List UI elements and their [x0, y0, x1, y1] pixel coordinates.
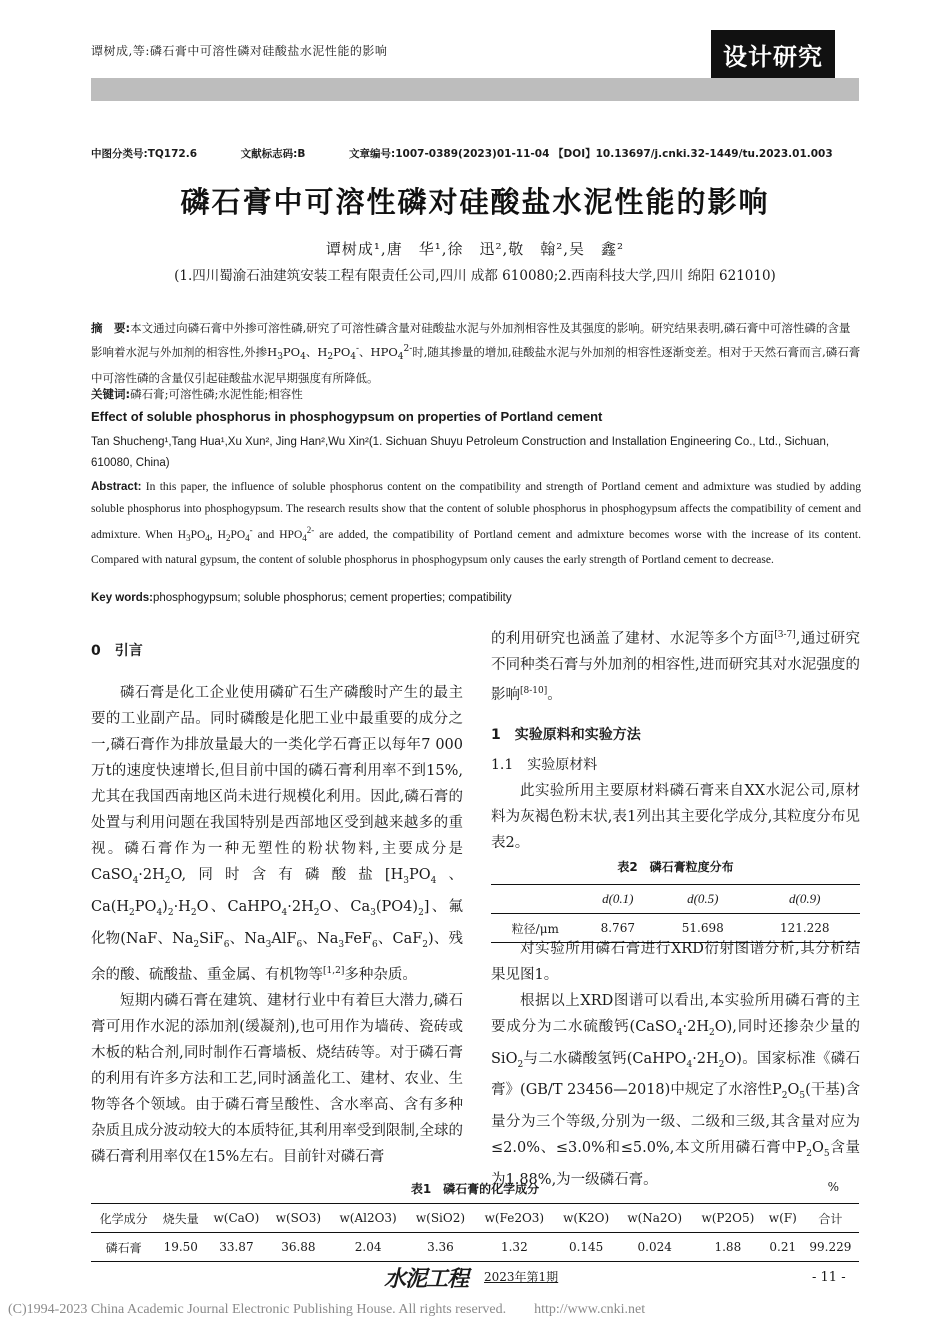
journal-logo: 水泥工程 — [384, 1266, 469, 1292]
english-abstract-label: Abstract: — [91, 481, 142, 493]
table-1 — [91, 1203, 859, 1262]
article-number: 文章编号:1007-0389(2023)01-11-04 【DOI】10.13697/j.cnki.32-1449/tu.2023.01.003 — [349, 148, 833, 160]
table-2-header: d(0.1) — [580, 885, 656, 914]
page-number: - 11 - — [812, 1270, 846, 1285]
table-2-header — [491, 885, 580, 914]
table-1-header: w(CaO) — [205, 1204, 267, 1233]
table-row — [491, 914, 860, 943]
table-1-cell: 0.21 — [769, 1240, 797, 1254]
keywords-cn — [91, 386, 861, 402]
english-title: Effect of soluble phosphorus in phosphogypsum on properties of Portland cement — [91, 409, 603, 424]
abstract-cn-label: 摘 要: — [91, 321, 131, 335]
table-1-header: 合计 — [802, 1204, 859, 1233]
section-1-heading: 1 实验原料和实验方法 — [491, 726, 641, 743]
intro-paragraph-continued: 的利用研究也涵盖了建材、水泥等多个方面[3-7],通过研究不同种类石膏与外加剂的相容性,进而研究其对水泥强度的影响[8-10]。 — [491, 630, 861, 703]
english-abstract: Abstract: In this paper, the influence of soluble phosphorus content on the compatibility and strength of Portland cement and admixture was studied by adding soluble phosphorus into phosphogypsum. The research results show that the content of soluble phosphorus in phosphogypsum affects the compatibility of cement and admixture. When $H_3PO_4$, $H_2PO_4^-$ and $HPO_4^{2-}$ are added, the compatibility of Portland cement and admixture becomes worse with the increase of its content. Compared with natural gypsum, the content of soluble phosphorus in phosphogypsum only causes the early strength of Portland cement to decrease. — [91, 481, 861, 566]
materials-paragraph: 此实验所用主要原材料磷石膏来自XX水泥公司,原材料为灰褐色粉末状,表1列出其主要化学成分,其粒度分布见表2。 — [491, 782, 860, 851]
meta-line — [91, 146, 861, 161]
table-1-header: w(F) — [764, 1204, 802, 1233]
table-2-cell: 121.228 — [779, 921, 830, 935]
table-1-cell: 0.024 — [637, 1240, 672, 1254]
table-1-cell: 99.229 — [809, 1240, 852, 1254]
english-authors: Tan Shucheng¹,Tang Hua¹,Xu Xun², Jing Han²,Wu Xin²(1. Sichuan Shuyu Petroleum Construction and Installation Engineering Co., Ltd., Sichuan, 610080, China) — [91, 436, 830, 469]
table-2-cell: 51.698 — [681, 921, 724, 935]
table-1-cell: 2.04 — [354, 1240, 382, 1254]
table-1-header: w(Na2O) — [617, 1204, 691, 1233]
intro-paragraph-2: 短期内磷石膏在建筑、建材行业中有着巨大潜力,磷石膏可用作水泥的添加剂(缓凝剂),也可用作为墙砖、瓷砖或木板的粘合剂,同时制作石膏墙板、烧结砖等。对于磷石膏的利用有许多方法和工艺,同时涵盖化工、建材、农业、生物等各个领域。由于磷石膏呈酸性、含水率高、含有多种杂质且成分波动较大的本质特征,其利用率受到限制,全球的磷石膏利用率仅在15%左右。目前针对磷石膏 — [91, 992, 463, 1165]
paper-title: 磷石膏中可溶性磷对硅酸盐水泥性能的影响 — [180, 185, 770, 219]
table-2-header: d(0.9) — [750, 885, 860, 914]
abstract-cn-text-2: 时,随其掺量的增加,硅酸盐水泥与外加剂的相容性逐渐变差。相对于天然石膏而言,磷石膏中可溶性磷的含量仅引起硅酸盐水泥早期强度有所降低。 — [91, 344, 861, 386]
section-tag: 设计研究 — [711, 30, 835, 78]
table-1-caption — [91, 1180, 859, 1197]
intro-heading: 0 引言 — [91, 643, 143, 659]
section-1-1-heading: 1.1 实验原材料 — [491, 756, 598, 773]
english-keywords — [91, 592, 861, 604]
table-1-unit: % — [827, 1180, 839, 1194]
affiliations: (1.四川蜀渝石油建筑安装工程有限责任公司,四川 成都 610080;2.西南科技大学,四川 绵阳 621010) — [174, 268, 776, 284]
table-2-cell: 8.767 — [600, 921, 635, 935]
table-1-header: w(Al2O3) — [329, 1204, 407, 1233]
table-1-header: w(Fe2O3) — [474, 1204, 555, 1233]
header-bar — [91, 78, 859, 101]
table-1-header: 化学成分 — [91, 1204, 156, 1233]
running-head: 谭树成,等:磷石膏中可溶性磷对硅酸盐水泥性能的影响 — [91, 44, 388, 58]
table-1-cell: 3.36 — [427, 1240, 454, 1254]
classification-code: 中图分类号:TQ172.6 — [91, 148, 197, 160]
issue-label: 2023年第1期 — [484, 1270, 559, 1284]
abstract-cn: 摘 要:本文通过向磷石膏中外掺可溶性磷,研究了可溶性磷含量对硅酸盐水泥与外加剂相容性及其强度的影响。研究结果表明,磷石膏中可溶性磷的含量影响着水泥与外加剂的相容性,外掺$H_3PO_4$、$H_2PO_4^-$、$HPO_4^{2-}$时,随其掺量的增加,硅酸盐水泥与外加剂的相容性逐渐变差。相对于天然石膏而言,磷石膏中可溶性磷的含量仅引起硅酸盐水泥早期强度有所降低。 — [91, 321, 861, 386]
abstract-cn-text-1: 本文通过向磷石膏中外掺可溶性磷,研究了可溶性磷含量对硅酸盐水泥与外加剂相容性及其强度的影响。研究结果表明,磷石膏中可溶性磷的含量影响着水泥与外加剂的相容性,外掺H — [91, 321, 851, 359]
english-keywords-text: phosphogypsum; soluble phosphorus; cement properties; compatibility — [153, 592, 512, 604]
table-1-cell: 19.50 — [163, 1240, 198, 1254]
table-1-cell: 0.145 — [568, 1240, 604, 1254]
table-1-cell: 1.88 — [714, 1240, 742, 1254]
table-2-row-label: 粒径/μm — [511, 921, 559, 936]
english-abstract-text-1: In this paper, the influence of soluble phosphorus content on the compatibility and strength of Portland cement and admixture was studied by adding soluble phosphorus into phosphogypsum. The research results show that the content of soluble phosphorus in phosphogypsum affects the compatibility of cement and admixture. When H — [91, 481, 861, 541]
english-keywords-label: Key words: — [91, 592, 153, 604]
keywords-cn-label: 关键词: — [91, 387, 131, 401]
table-1-header: w(SO3) — [268, 1204, 330, 1233]
keywords-cn-text: 磷石膏;可溶性磷;水泥性能;相容性 — [130, 387, 303, 401]
table-1-header: w(P2O5) — [692, 1204, 764, 1233]
table-1-header: w(K2O) — [555, 1204, 618, 1233]
table-row — [91, 1233, 859, 1262]
table-2 — [491, 884, 860, 943]
xrd-result-paragraph: 根据以上XRD图谱可以看出,本实验所用磷石膏的主要成分为二水硫酸钙$(CaSO_4\cdot 2H_2O)$,同时还掺杂少量的SiO$_2$与二水磷酸氢钙$(CaHPO_4\cdot 2H_2O)$。国家标准《磷石膏》(GB/T 23456—2018)中规定了水溶性$P_2O_5$(干基)含量分为三个等级,分别为一级、二级和三级,其含量对应为≤2.0%、≤3.0%和≤5.0%,本文所用磷石膏中$P_2O_5$含量为1.88%,为一级磷石膏。 — [491, 992, 861, 1189]
document-code: 文献标志码:B — [240, 148, 306, 160]
table-1-header: w(SiO2) — [407, 1204, 474, 1233]
left-column — [91, 638, 463, 1170]
table-1-cell: 33.87 — [219, 1240, 254, 1254]
table-1-cell: 36.88 — [281, 1240, 316, 1254]
copyright-watermark: (C)1994-2023 China Academic Journal Electronic Publishing House. All rights reserved. http://www.cnki.net — [8, 1302, 646, 1317]
table-2-title: 表2 磷石膏粒度分布 — [617, 860, 734, 874]
english-abstract-text-2: are added, the compatibility of Portland cement and admixture becomes worse with the increase of its content. Compared with natural gypsum, the content of soluble phosphorus in phosphogypsum only causes the early strength of Portland cement to decrease. — [91, 528, 861, 566]
intro-paragraph-1: 磷石膏是化工企业使用磷矿石生产磷酸时产生的最主要的工业副产品。同时磷酸是化肥工业中最重要的成分之一,磷石膏作为排放量最大的一类化学石膏正以每年7 000万t的速度快速增长,但目前中国的磷石膏利用率不到15%,尤其在我国西南地区尚未进行规模化利用。因此,磷石膏的处置与利用问题在我国特别是西部地区受到越来越多的重视。磷石膏作为一种无塑性的粉状物料,主要成分是$CaSO_4\cdot 2H_2O$,同时含有磷酸盐[$H_3PO_4$、$Ca(H_2PO_4)_2\cdot H_2O$、$CaHPO_4\cdot 2H_2O$、$Ca_3(PO4)_2$]、氟化物(NaF、$Na_2SiF_6$、$Na_3AlF_6$、$Na_3FeF_6$、CaF$_2$)、残余的酸、硫酸盐、重金属、有机物等[1,2]多种杂质。 — [91, 685, 463, 983]
authors: 谭树成¹,唐 华¹,徐 迅²,敬 翰²,吴 鑫² — [325, 240, 625, 258]
table-2-header: d(0.5) — [656, 885, 749, 914]
table-1-header: 烧失量 — [156, 1204, 205, 1233]
table-1-row-label: 磷石膏 — [105, 1240, 142, 1255]
xrd-paragraph: 对实验所用磷石膏进行XRD衍射图谱分析,其分析结果见图1。 — [491, 940, 860, 983]
table-1-cell: 1.32 — [500, 1240, 528, 1254]
table-1-title: 表1 磷石膏的化学成分 — [410, 1182, 540, 1196]
